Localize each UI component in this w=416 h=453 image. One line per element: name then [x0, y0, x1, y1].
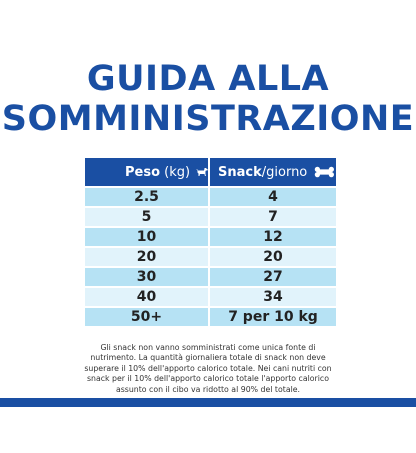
weight-cell: 10: [85, 228, 208, 246]
disclaimer-text: Gli snack non vanno somministrati come unica fonte di nutrimento. La quantità giornaliera totale di snack non deve superare il 10% dell'apporto calorico totale. Nei cani nutriti con snack per il 10% dell'apporto calorico totale l'apporto calorico assunto con il cibo va ridotto al 90% del totale.: [84, 343, 332, 394]
header-weight: [85, 158, 208, 186]
table-header: [85, 158, 336, 186]
table-row: [85, 288, 336, 306]
header-weight-bold: Peso: [125, 164, 161, 180]
snacks-cell: 20: [210, 248, 336, 266]
header-snacks-bold: Snack: [218, 164, 262, 180]
page-title-line1: GUIDA ALLA: [86, 59, 330, 99]
table-row: [85, 228, 336, 246]
weight-cell: 20: [85, 248, 208, 266]
weight-cell: 5: [85, 208, 208, 226]
table-row: [85, 308, 336, 326]
snacks-cell: 4: [210, 188, 336, 206]
table-row: [85, 268, 336, 286]
snacks-cell: 7: [210, 208, 336, 226]
header-snacks-unit: /giorno: [261, 164, 308, 180]
page-title-line2: SOMMINISTRAZIONE: [1, 99, 415, 139]
weight-cell: 50+: [85, 308, 208, 326]
feeding-table: [85, 158, 336, 328]
header-snacks: [210, 158, 336, 186]
header-weight-unit: (kg): [160, 164, 191, 180]
snacks-cell: 34: [210, 288, 336, 306]
bone-icon: [313, 165, 336, 179]
table-row: [85, 188, 336, 206]
dog-icon: [196, 163, 208, 181]
table-row: [85, 208, 336, 226]
weight-cell: 2.5: [85, 188, 208, 206]
snacks-cell: 7 per 10 kg: [210, 308, 336, 326]
footer-bar: [0, 398, 416, 407]
table-row: [85, 248, 336, 266]
weight-cell: 40: [85, 288, 208, 306]
weight-cell: 30: [85, 268, 208, 286]
snacks-cell: 27: [210, 268, 336, 286]
snacks-cell: 12: [210, 228, 336, 246]
